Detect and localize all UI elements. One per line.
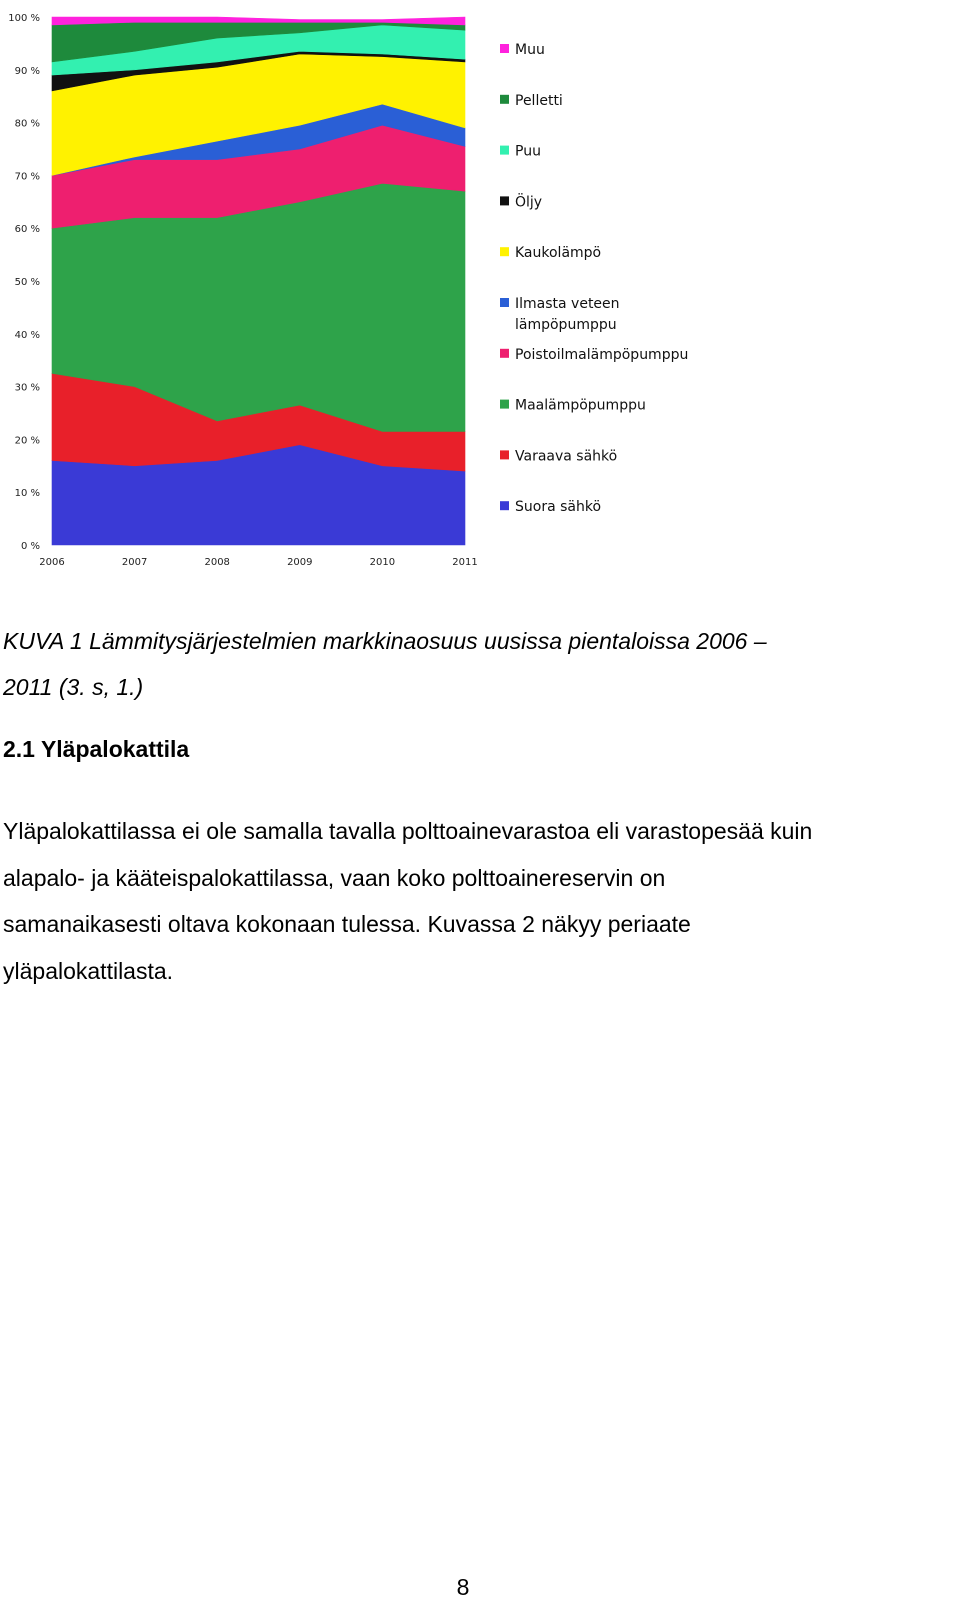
stacked-area-chart [0,0,740,600]
caption-line-2: 2011 (3. s, 1.) [3,674,144,700]
y-tick-label: 30 % [14,382,40,394]
x-tick-label: 2010 [369,557,396,568]
legend-swatch-maalampopumppu [500,400,509,409]
legend-label-puu: Puu [515,143,541,160]
y-tick-label: 90 % [14,65,40,77]
legend-label-varaava-sahko: Varaava sähkö [515,448,618,465]
y-tick-label: 100 % [8,13,40,24]
x-tick-label: 2011 [452,557,478,568]
figure-caption [3,618,923,710]
legend-label-oljy: Öljy [515,194,543,211]
caption-line-1: KUVA 1 Lämmitysjärjestelmien markkinaosuus uusissa pientaloissa 2006 – [3,628,767,654]
x-tick-label: 2009 [287,557,313,568]
legend-swatch-ilmasta-veteen-lampopumppu [500,298,509,307]
body-line-2: alapalo- ja kääteispalokattilassa, vaan koko polttoainereservin on [3,864,666,891]
y-tick-label: 80 % [14,118,40,130]
y-tick-label: 50 % [14,277,40,288]
legend-swatch-poistoilmalampopumppu [500,349,509,358]
y-tick-label: 0 % [20,541,40,552]
legend-swatch-pelletti [500,95,509,104]
body-paragraph [3,808,953,994]
body-line-4: yläpalokattilasta. [3,957,174,984]
x-tick-label: 2006 [39,557,65,568]
section-heading: 2.1 Yläpalokattila [3,736,190,762]
x-tick-label: 2008 [204,557,230,568]
body-line-1: Yläpalokattilassa ei ole samalla tavalla polttoainevarastoa eli varastopesää kuin [3,818,813,844]
y-tick-label: 60 % [14,224,40,236]
chart-svg [0,0,740,600]
page-number [0,1574,960,1601]
y-tick-label: 40 % [14,329,40,341]
x-tick-label: 2007 [121,557,148,568]
page-number-text: 8 [456,1574,470,1600]
legend-swatch-varaava-sahko [500,450,509,459]
legend-label-pelletti: Pelletti [515,92,563,109]
y-tick-label: 70 % [14,171,40,183]
legend-swatch-kaukolampo [500,247,509,256]
legend-swatch-muu [500,44,509,53]
legend-swatch-puu [500,146,509,155]
legend-label-suora-sahko: Suora sähkö [515,499,602,516]
legend-label-maalampopumppu: Maalämpöpumppu [515,397,646,414]
y-tick-label: 10 % [14,488,40,500]
legend-label-muu: Muu [515,42,545,58]
legend-swatch-oljy [500,196,509,205]
legend-label-kaukolampo: Kaukolämpö [515,245,602,262]
legend-label-poistoilmalampopumppu: Poistoilmalämpöpumppu [515,346,689,363]
body-line-3: samanaikasesti oltava kokonaan tulessa. Kuvassa 2 näkyy periaate [3,911,691,937]
y-tick-label: 20 % [14,435,40,447]
legend-swatch-suora-sahko [500,501,509,510]
legend-label-ilmasta-veteen-lampopumppu: lämpöpumppu [515,317,617,333]
legend-label-ilmasta-veteen-lampopumppu: Ilmasta veteen [515,296,620,312]
